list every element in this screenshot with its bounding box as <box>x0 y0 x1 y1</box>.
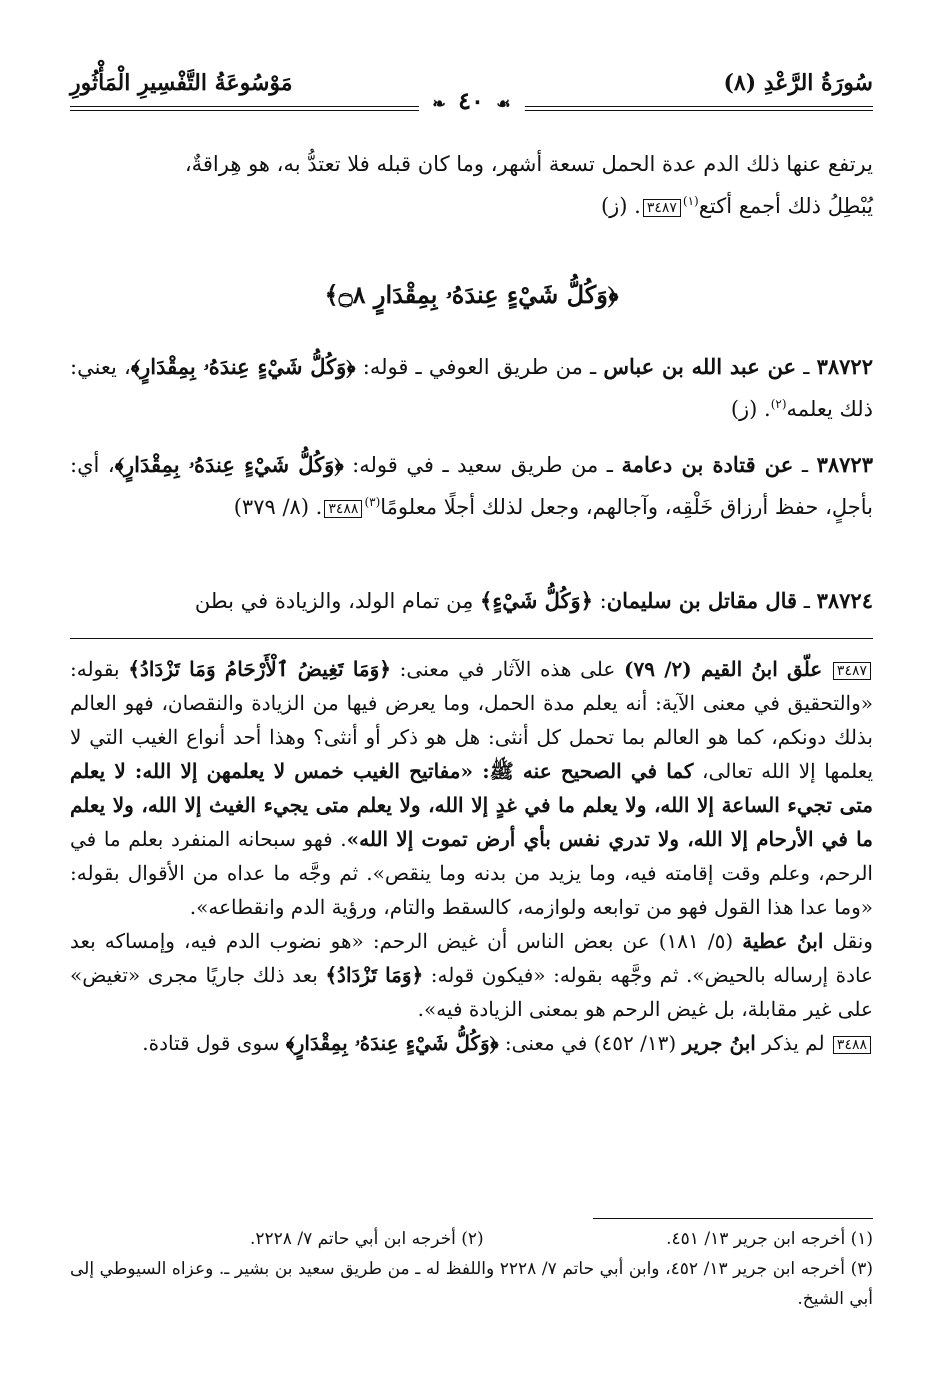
commentary-ibn-atiyya: ونقل ابنُ عطية (٥/ ١٨١) عن بعض الناس أن غيض الرحم: «هو نضوب الدم فيه، وإمساكه بعد عادة إرساله بالحيض». ثم وجَّهه بقوله: «فيكون قوله: ﴿وَمَا تَزْدَادُ﴾ بعد ذلك جاريًا مجرى «تغيض» على غير مقابلة، بل غيض الرحم هو بمعنى الزيادة فيه». <box>70 929 874 1021</box>
commentary-divider <box>70 638 873 639</box>
surah-title: سُورَةُ الرَّعْدِ (٨) <box>723 70 873 96</box>
page-number-block <box>418 86 524 115</box>
scholar-name: ابنُ عطية <box>742 929 824 953</box>
intro-line-1: يرتفع عنها ذلك الدم عدة الحمل تسعة أشهر، وما كان قبله فلا تعتدُّ به، هو هِراقةٌ، <box>184 152 873 176</box>
commentary-number-box: ٣٤٨٨ <box>833 1036 871 1054</box>
quran-verse: ﴿وَكُلُّ شَيْءٍ﴾ <box>480 588 593 613</box>
scholar-name: علّق ابنُ القيم (٢/ ٧٩) <box>624 657 823 681</box>
quran-verse: ﴿وَكُلُّ شَيْءٍ عِندَهُۥ بِمِقْدَارٍ﴾ <box>114 452 344 477</box>
narrator-name: عن قتادة بن دعامة <box>621 452 794 477</box>
intro-line-2: يُبْطِلُ ذلك أجمع أكتع$^{(١)}$٣٤٨٧. (ز) <box>600 194 873 218</box>
entry-number: ٣٨٧٢٤ <box>816 588 873 613</box>
intro-paragraph <box>70 146 873 225</box>
hadith-quote: كما في الصحيح عنه ﷺ: «مفاتيح الغيب خمس لا يعلمهن إلا الله: لا يعلم متى تجيء الساعة إلا الله، ولا يعلم ما في غدٍ إلا الله، ولا يعلم متى يجيء الغيث إلا الله، ولا يعلم ما في الأرحام إلا الله، ولا تدري نفس بأي أرض تموت إلا الله» <box>70 759 873 851</box>
footnote-3: (٣) أخرجه ابن جرير ١٣/ ٤٥٢، وابن أبي حاتم ٧/ ٢٢٢٨ واللفظ له ـ من طريق سعيد بن بشير ـ. وعزاه السيوطي إلى أبي الشيخ. <box>70 1259 873 1309</box>
footnote-1: (١) أخرجه ابن جرير ١٣/ ٤٥١. <box>666 1229 873 1249</box>
footnote-2: (٢) أخرجه ابن أبي حاتم ٧/ ٢٢٢٨. <box>250 1229 484 1249</box>
footnote-ref[interactable]: (١) <box>682 194 699 208</box>
entry-38723: ٣٨٧٢٣ ـ عن قتادة بن دعامة ـ من طريق سعيد ـ في قوله: ﴿وَكُلُّ شَيْءٍ عِندَهُۥ بِمِقْدَارٍ﴾، أي: بأجلٍ، حفظ أرزاق خَلْقِه، وآجالهم، وجعل لذلك أجلًا معلومًا$^{(٣)}$٣٤٨٨. (٨/ ٣٧٩) <box>70 452 873 519</box>
footnote-divider <box>593 1218 873 1219</box>
narrator-name: قال مقاتل بن سليمان <box>606 588 798 613</box>
entry-number: ٣٨٧٢٣ <box>816 452 873 477</box>
entry-38724: ٣٨٧٢٤ ـ قال مقاتل بن سليمان: ﴿وَكُلُّ شَيْءٍ﴾ مِن تمام الولد، والزيادة في بطن <box>194 588 873 613</box>
page-header <box>70 66 873 122</box>
commentary-ref-box[interactable]: ٣٤٨٨ <box>324 500 362 518</box>
entry-number: ٣٨٧٢٢ <box>816 354 873 379</box>
quran-verse: ﴿وَكُلُّ شَيْءٍ عِندَهُۥ بِمِقْدَارٍ﴾ <box>285 1031 499 1055</box>
commentary-ref-box[interactable]: ٣٤٨٧ <box>643 199 681 217</box>
footnote-ref[interactable]: (٢) <box>770 397 787 411</box>
quran-verse: ﴿وَمَا تَغِيضُ ٱلْأَرْحَامُ وَمَا تَزْدَادُ﴾ <box>128 657 391 681</box>
quran-verse: ﴿وَكُلُّ شَيْءٍ عِندَهُۥ بِمِقْدَارٍ﴾ <box>130 354 356 379</box>
narrator-name: عن عبد الله بن عباس <box>603 354 797 379</box>
quran-verse: ﴿وَمَا تَزْدَادُ﴾ <box>325 963 424 987</box>
commentary-3488: ٣٤٨٨ لم يذكر ابنُ جرير (١٣/ ٤٥٢) في معنى: ﴿وَكُلُّ شَيْءٍ عِندَهُۥ بِمِقْدَارٍ﴾ سوى قول قتادة. <box>70 1026 873 1060</box>
scholar-name: ابنُ جرير <box>682 1031 756 1055</box>
ornament-left-icon: ❧ <box>432 94 446 113</box>
commentary-number-box: ٣٤٨٧ <box>833 662 871 680</box>
footnote-ref[interactable]: (٣) <box>364 495 381 509</box>
footnotes-section <box>70 1224 873 1314</box>
verse-heading: ﴿وَكُلُّ شَيْءٍ عِندَهُۥ بِمِقْدَارٍ ۝٨﴾ <box>324 280 619 309</box>
entry-38722: ٣٨٧٢٢ ـ عن عبد الله بن عباس ـ من طريق العوفي ـ قوله: ﴿وَكُلُّ شَيْءٍ عِندَهُۥ بِمِقْدَارٍ﴾، يعني: ذلك يعلمه$^{(٢)}$. (ز) <box>70 354 873 421</box>
commentary-3487: ٣٤٨٧ علّق ابنُ القيم (٢/ ٧٩) على هذه الآثار في معنى: ﴿وَمَا تَغِيضُ ٱلْأَرْحَامُ وَمَا تَزْدَادُ﴾ بقوله: «والتحقيق في معنى الآية: أنه يعلم مدة الحمل، وما يعرض فيها من الزيادة والنقصان، فهو العالم بذلك دونكم، كما هو العالم بما تحمل كل أنثى: هل هو ذكر أو أنثى؟ وهذا أحد أنواع الغيب التي لا يعلمها إلا الله تعالى، كما في الصحيح عنه ﷺ: «مفاتيح الغيب خمس لا يعلمهن إلا الله: لا يعلم متى تجيء الساعة إلا الله، ولا يعلم ما في غدٍ إلا الله، ولا يعلم متى يجيء الغيث إلا الله، ولا يعلم ما في الأرحام إلا الله، ولا تدري نفس بأي أرض تموت إلا الله». فهو سبحانه المنفرد بعلم ما في الرحم، وعلم وقت إقامته فيه، وما يزيد من بدنه وما ينقص». ثم وجَّه ما عداه من الأقوال بقوله: «وما عدا هذا القول فهو من توابعه ولوازمه، كالسقط والتام، ورؤية الدم وانقطاعه». <box>70 657 874 919</box>
ornament-right-icon: ☙ <box>496 94 511 113</box>
book-title: مَوْسُوعَةُ التَّفْسِيرِ الْمَأْثُورِ <box>70 70 293 96</box>
commentary-section <box>70 652 873 1060</box>
page-number: ٤٠ <box>458 86 484 115</box>
